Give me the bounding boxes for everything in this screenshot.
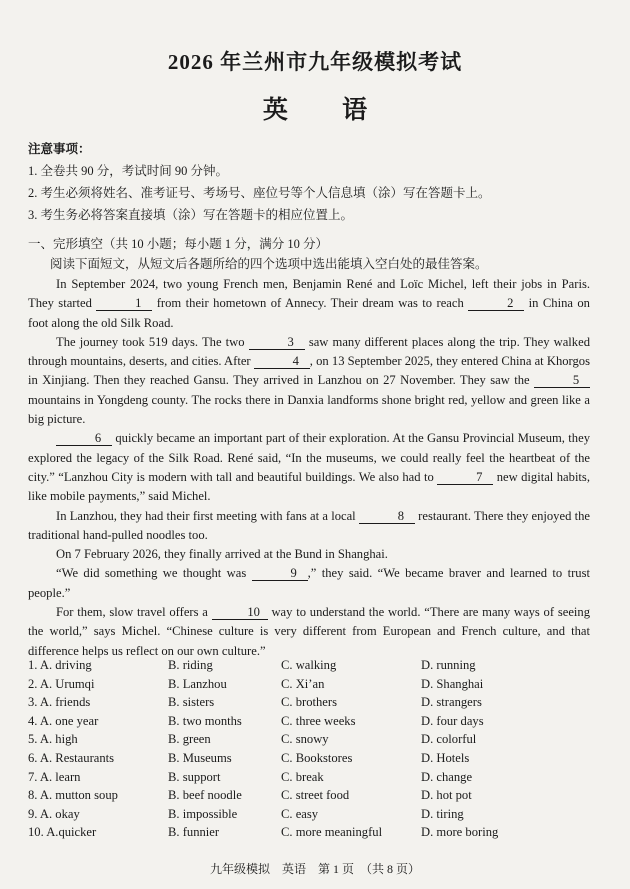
- passage-text: new digital habits, like mobile payments,” said Michel.: [28, 469, 590, 504]
- answer-options: [28, 656, 608, 842]
- option-choice: 1. A. driving: [28, 658, 92, 672]
- passage-paragraph: [28, 603, 590, 661]
- passage-text: , on 13 September 2025, they entered China at Khorgos in Xinjiang. Then they reached Gansu. They arrived in Lanzhou on 27 November. They saw the: [28, 354, 591, 388]
- blank-4: 4: [254, 354, 310, 369]
- section-instruction: 阅读下面短文，从短文后各题所给的四个选项中选出能填入空白处的最佳答案。: [50, 257, 488, 271]
- option-row-1: [28, 656, 608, 675]
- option-choice: B. Lanzhou: [168, 676, 227, 691]
- option-choice: 8. A. mutton soup: [28, 788, 118, 803]
- option-row-6: [28, 749, 608, 768]
- cloze-passage: [28, 275, 590, 661]
- blank-9: 9: [252, 566, 308, 581]
- option-choice: B. green: [168, 732, 211, 747]
- notes-block: [28, 138, 608, 226]
- passage-text: ,” they said. “We became braver and learned to trust people.”: [28, 566, 590, 600]
- passage-text: saw many different places along the trip. They walked through mountains, deserts, and cities. After: [28, 334, 590, 369]
- passage-text: In September 2024, two young French men, Benjamin René and Loïc Michel, left their jobs in Paris. They started: [28, 277, 590, 311]
- subject-title: 英 语: [262, 97, 392, 124]
- option-row-9: [28, 805, 608, 824]
- option-choice: 7. A. learn: [28, 769, 81, 784]
- notes-heading: 注意事项：: [28, 142, 91, 156]
- passage-text: from their hometown of Annecy. Their dream was to reach: [152, 296, 469, 311]
- note-item: 1. 全卷共 90 分，考试时间 90 分钟。: [28, 164, 229, 178]
- option-row-7: [28, 768, 608, 787]
- option-row-2: [28, 675, 608, 694]
- blank-3: 3: [249, 335, 305, 350]
- option-choice: 9. A. okay: [28, 806, 80, 821]
- passage-paragraph: [28, 429, 590, 506]
- passage-text: For them, slow travel offers a: [56, 605, 212, 620]
- passage-paragraph: On 7 February 2026, they finally arrived at the Bund in Shanghai.: [56, 547, 388, 562]
- note-item: 2. 考生必须将姓名、准考证号、考场号、座位号等个人信息填（涂）写在答题卡上。: [28, 186, 491, 200]
- option-row-3: [28, 693, 608, 712]
- option-choice: C. easy: [281, 806, 319, 821]
- option-choice: B. two months: [168, 713, 242, 728]
- option-choice: D. Hotels: [421, 750, 470, 765]
- option-choice: 10. A.quicker: [28, 825, 97, 840]
- section-heading: 一、完形填空（共 10 小题；每小题 1 分，满分 10 分）: [28, 237, 329, 251]
- option-choice: D. running: [421, 658, 476, 672]
- option-choice: 4. A. one year: [28, 713, 99, 728]
- option-choice: B. riding: [168, 658, 213, 672]
- option-choice: 6. A. Restaurants: [28, 750, 115, 765]
- blank-8: 8: [359, 509, 415, 524]
- passage-text: quickly became an important part of their exploration. At the Gansu Provincial Museum, they explored the legacy of the Silk Road. René said, “In the museums, we could really feel the heartbeat of the city.” “Lanzhou City is modern with tall and beautiful buildings. We also had to: [28, 431, 590, 484]
- option-choice: D. tiring: [421, 806, 464, 821]
- passage-text: The journey took 519 days. The two: [56, 334, 249, 349]
- blank-1: 1: [96, 296, 152, 311]
- option-choice: C. Bookstores: [281, 750, 353, 765]
- section-header: [28, 234, 608, 274]
- option-choice: D. four days: [421, 713, 484, 728]
- option-choice: B. sisters: [168, 695, 215, 710]
- option-choice: C. walking: [281, 658, 337, 672]
- option-choice: B. support: [168, 769, 221, 784]
- option-choice: C. brothers: [281, 695, 337, 710]
- passage-paragraph: [28, 507, 590, 546]
- option-choice: D. change: [421, 769, 473, 784]
- option-row-10: [28, 823, 608, 842]
- passage-text: mountains in Yongdeng county. The rocks there in Danxia landforms shone bright red, yellow and green like a big picture.: [28, 392, 590, 427]
- option-choice: D. colorful: [421, 732, 477, 747]
- page-footer: 九年级模拟 英语 第 1 页 （共 8 页）: [209, 862, 420, 876]
- option-choice: 2. A. Urumqi: [28, 676, 95, 691]
- option-choice: B. funnier: [168, 825, 220, 840]
- option-choice: B. Museums: [168, 750, 232, 765]
- option-choice: B. beef noodle: [168, 788, 242, 803]
- option-choice: D. hot pot: [421, 788, 472, 803]
- passage-text: restaurant. There they enjoyed the traditional hand-pulled noodles too.: [28, 508, 590, 542]
- passage-text: In Lanzhou, they had their first meeting with fans at a local: [56, 508, 359, 523]
- option-choice: D. more boring: [421, 825, 499, 840]
- passage-text: way to understand the world. “There are many ways of seeing the world,” says Michel. “Chinese culture is very different from European and French culture, and that difference helps us reflect on our own culture.”: [28, 605, 591, 658]
- note-item: 3. 考生务必将答案直接填（涂）写在答题卡的相应位置上。: [28, 208, 354, 222]
- blank-2: 2: [468, 296, 524, 311]
- passage-text: “We did something we thought was: [56, 566, 252, 581]
- option-choice: 5. A. high: [28, 732, 78, 747]
- blank-5: 5: [534, 373, 590, 388]
- blank-7: 7: [437, 470, 493, 485]
- option-choice: C. break: [281, 769, 324, 784]
- blank-6: 6: [56, 431, 112, 446]
- option-choice: D. strangers: [421, 695, 482, 710]
- option-choice: 3. A. friends: [28, 695, 91, 710]
- passage-paragraph: [28, 275, 590, 333]
- passage-paragraph: [28, 333, 590, 429]
- option-choice: C. more meaningful: [281, 825, 383, 840]
- option-choice: C. Xi’an: [281, 676, 325, 691]
- option-row-4: [28, 712, 608, 731]
- option-choice: D. Shanghai: [421, 676, 484, 691]
- option-choice: B. impossible: [168, 806, 238, 821]
- option-choice: C. snowy: [281, 732, 329, 747]
- option-row-5: [28, 730, 608, 749]
- passage-text: in China on foot along the old Silk Road.: [28, 296, 590, 330]
- passage-paragraph: [28, 564, 590, 603]
- exam-title: 2026 年兰州市九年级模拟考试: [167, 50, 463, 74]
- option-choice: C. street food: [281, 788, 350, 803]
- option-row-8: [28, 786, 608, 805]
- blank-10: 10: [212, 605, 268, 620]
- option-choice: C. three weeks: [281, 713, 356, 728]
